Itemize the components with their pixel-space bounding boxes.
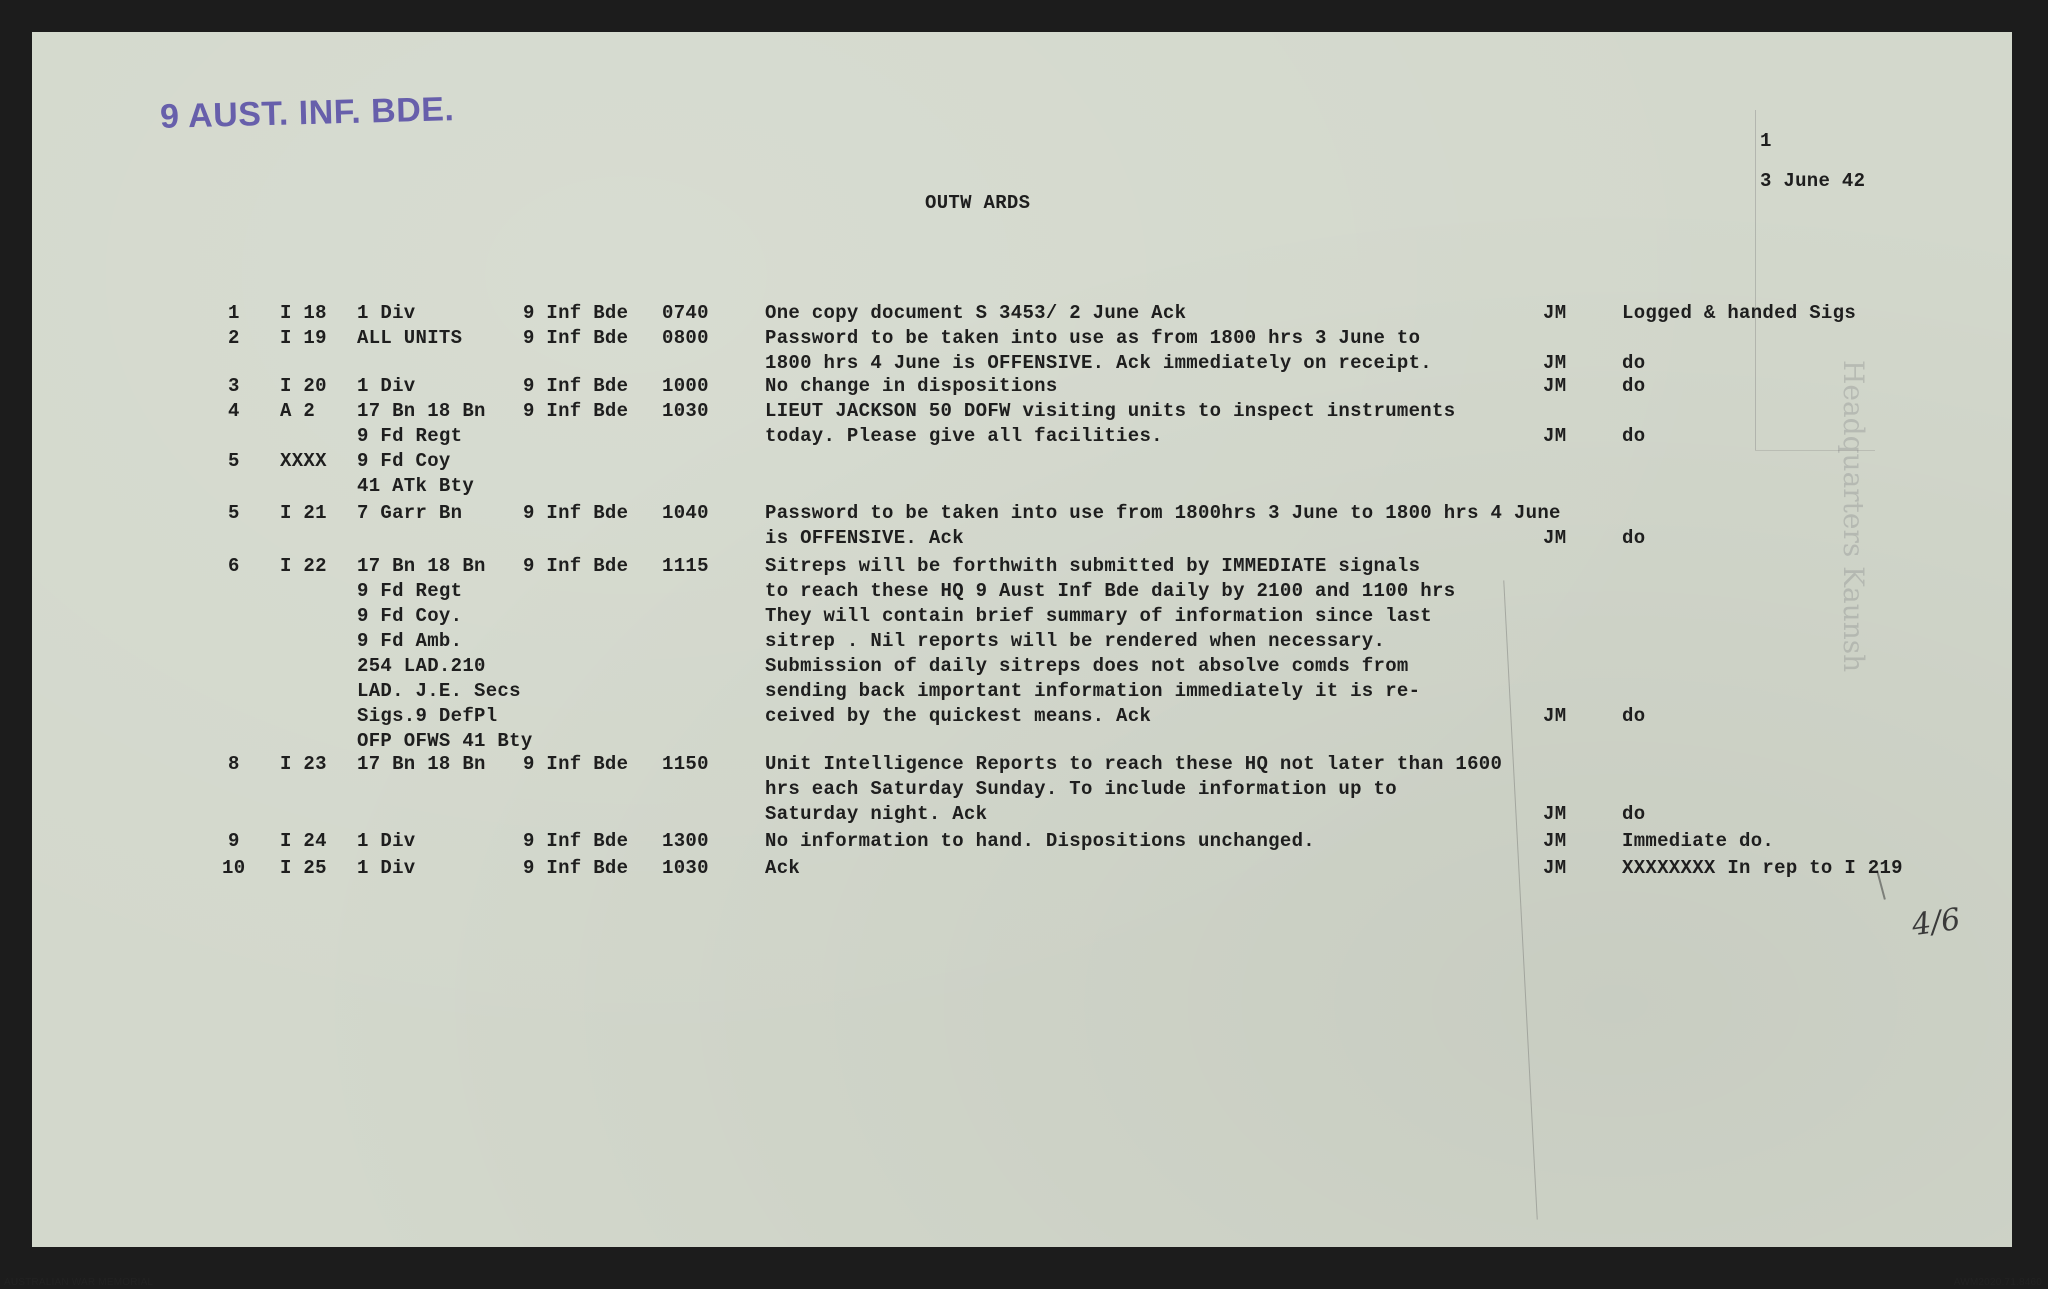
log-message-number: I 25 xyxy=(280,857,327,879)
log-initials: JM xyxy=(1543,857,1567,879)
log-addressee: 1 Div xyxy=(357,830,416,852)
log-time: 0800 xyxy=(662,327,709,349)
log-serial: 3 xyxy=(228,375,240,397)
log-originator: 9 Inf Bde xyxy=(523,400,629,422)
log-message-text: One copy document S 3453/ 2 June Ack xyxy=(765,302,1187,324)
log-addressee: 9 Fd Regt xyxy=(357,425,463,447)
log-originator: 9 Inf Bde xyxy=(523,375,629,397)
log-message-text: sitrep . Nil reports will be rendered when necessary. xyxy=(765,630,1386,652)
log-remarks: do xyxy=(1622,705,1646,727)
log-addressee: 254 LAD.210 xyxy=(357,655,486,677)
log-initials: JM xyxy=(1543,830,1567,852)
log-message-text: Sitreps will be forthwith submitted by IMMEDIATE signals xyxy=(765,555,1421,577)
log-serial: 8 xyxy=(228,753,240,775)
log-remarks: do xyxy=(1622,425,1646,447)
log-message-text: LIEUT JACKSON 50 DOFW visiting units to inspect instruments xyxy=(765,400,1456,422)
log-originator: 9 Inf Bde xyxy=(523,857,629,879)
page-number: 1 xyxy=(1760,130,1772,152)
log-addressee: OFP OFWS 41 Bty xyxy=(357,730,533,752)
log-serial: 1 xyxy=(228,302,240,324)
log-addressee: 1 Div xyxy=(357,857,416,879)
log-message-text: 1800 hrs 4 June is OFFENSIVE. Ack immediately on receipt. xyxy=(765,352,1433,374)
log-addressee: 9 Fd Coy. xyxy=(357,605,463,627)
log-serial: 10 xyxy=(222,857,246,879)
log-remarks: do xyxy=(1622,803,1646,825)
log-originator: 9 Inf Bde xyxy=(523,555,629,577)
log-serial: 9 xyxy=(228,830,240,852)
log-message-number: A 2 xyxy=(280,400,316,422)
footer-left: AUSTRALIAN WAR MEMORIAL xyxy=(4,1277,154,1288)
log-message-text: Password to be taken into use from 1800hrs 3 June to 1800 hrs 4 June xyxy=(765,502,1561,524)
page-heading: OUTW ARDS xyxy=(925,192,1031,214)
log-addressee: 9 Fd Coy xyxy=(357,450,451,472)
log-addressee: 41 ATk Bty xyxy=(357,475,475,497)
footer-right: AWM2020.71.8460 xyxy=(1953,1277,2042,1288)
log-serial: 4 xyxy=(228,400,240,422)
log-message-number: I 21 xyxy=(280,502,327,524)
log-initials: JM xyxy=(1543,375,1567,397)
log-remarks: XXXXXXXX In rep to I 219 xyxy=(1622,857,1903,879)
log-addressee: ALL UNITS xyxy=(357,327,463,349)
log-addressee: 9 Fd Regt xyxy=(357,580,463,602)
log-message-number: I 23 xyxy=(280,753,327,775)
log-originator: 9 Inf Bde xyxy=(523,753,629,775)
log-time: 1300 xyxy=(662,830,709,852)
log-remarks: do xyxy=(1622,527,1646,549)
log-initials: JM xyxy=(1543,302,1567,324)
log-time: 0740 xyxy=(662,302,709,324)
log-message-number: I 18 xyxy=(280,302,327,324)
log-message-text: sending back important information immediately it is re- xyxy=(765,680,1421,702)
document-date: 3 June 42 xyxy=(1760,170,1866,192)
log-remarks: Logged & handed Sigs xyxy=(1622,302,1857,324)
show-through-line xyxy=(1755,110,1756,450)
log-remarks: do xyxy=(1622,352,1646,374)
log-message-text: Saturday night. Ack xyxy=(765,803,988,825)
log-originator: 9 Inf Bde xyxy=(523,830,629,852)
log-remarks: Immediate do. xyxy=(1622,830,1775,852)
log-addressee: 9 Fd Amb. xyxy=(357,630,463,652)
handwritten-initials: 4/6 xyxy=(1909,901,1963,944)
log-initials: JM xyxy=(1543,705,1567,727)
log-initials: JM xyxy=(1543,527,1567,549)
log-time: 1030 xyxy=(662,400,709,422)
log-originator: 9 Inf Bde xyxy=(523,327,629,349)
log-message-text: today. Please give all facilities. xyxy=(765,425,1163,447)
log-message-text: They will contain brief summary of information since last xyxy=(765,605,1433,627)
log-remarks: do xyxy=(1622,375,1646,397)
log-message-text: to reach these HQ 9 Aust Inf Bde daily by 2100 and 1100 hrs xyxy=(765,580,1456,602)
unit-stamp: 9 AUST. INF. BDE. xyxy=(159,90,455,136)
log-time: 1040 xyxy=(662,502,709,524)
log-initials: JM xyxy=(1543,803,1567,825)
log-message-text: hrs each Saturday Sunday. To include information up to xyxy=(765,778,1397,800)
log-message-text: is OFFENSIVE. Ack xyxy=(765,527,964,549)
log-message-number: I 20 xyxy=(280,375,327,397)
log-message-text: Password to be taken into use as from 1800 hrs 3 June to xyxy=(765,327,1421,349)
log-addressee: 17 Bn 18 Bn xyxy=(357,400,486,422)
log-message-text: No change in dispositions xyxy=(765,375,1058,397)
log-message-number: I 19 xyxy=(280,327,327,349)
log-addressee: 17 Bn 18 Bn xyxy=(357,555,486,577)
log-message-text: No information to hand. Dispositions unchanged. xyxy=(765,830,1315,852)
log-addressee: 1 Div xyxy=(357,302,416,324)
log-time: 1150 xyxy=(662,753,709,775)
log-serial: 5 xyxy=(228,450,240,472)
log-message-number: I 22 xyxy=(280,555,327,577)
log-addressee: 17 Bn 18 Bn xyxy=(357,753,486,775)
log-initials: JM xyxy=(1543,352,1567,374)
log-time: 1115 xyxy=(662,555,709,577)
log-addressee: 7 Garr Bn xyxy=(357,502,463,524)
log-message-text: Unit Intelligence Reports to reach these HQ not later than 1600 xyxy=(765,753,1503,775)
log-message-text: ceived by the quickest means. Ack xyxy=(765,705,1152,727)
log-addressee: Sigs.9 DefPl xyxy=(357,705,498,727)
log-message-text: Submission of daily sitreps does not absolve comds from xyxy=(765,655,1409,677)
log-message-number: XXXX xyxy=(280,450,327,472)
log-addressee: LAD. J.E. Secs xyxy=(357,680,521,702)
log-time: 1000 xyxy=(662,375,709,397)
log-initials: JM xyxy=(1543,425,1567,447)
log-time: 1030 xyxy=(662,857,709,879)
log-serial: 2 xyxy=(228,327,240,349)
log-serial: 5 xyxy=(228,502,240,524)
log-message-text: Ack xyxy=(765,857,801,879)
log-addressee: 1 Div xyxy=(357,375,416,397)
log-message-number: I 24 xyxy=(280,830,327,852)
log-originator: 9 Inf Bde xyxy=(523,502,629,524)
log-originator: 9 Inf Bde xyxy=(523,302,629,324)
show-through-text: Headquarters Kaunsh xyxy=(1837,360,1870,673)
log-serial: 6 xyxy=(228,555,240,577)
